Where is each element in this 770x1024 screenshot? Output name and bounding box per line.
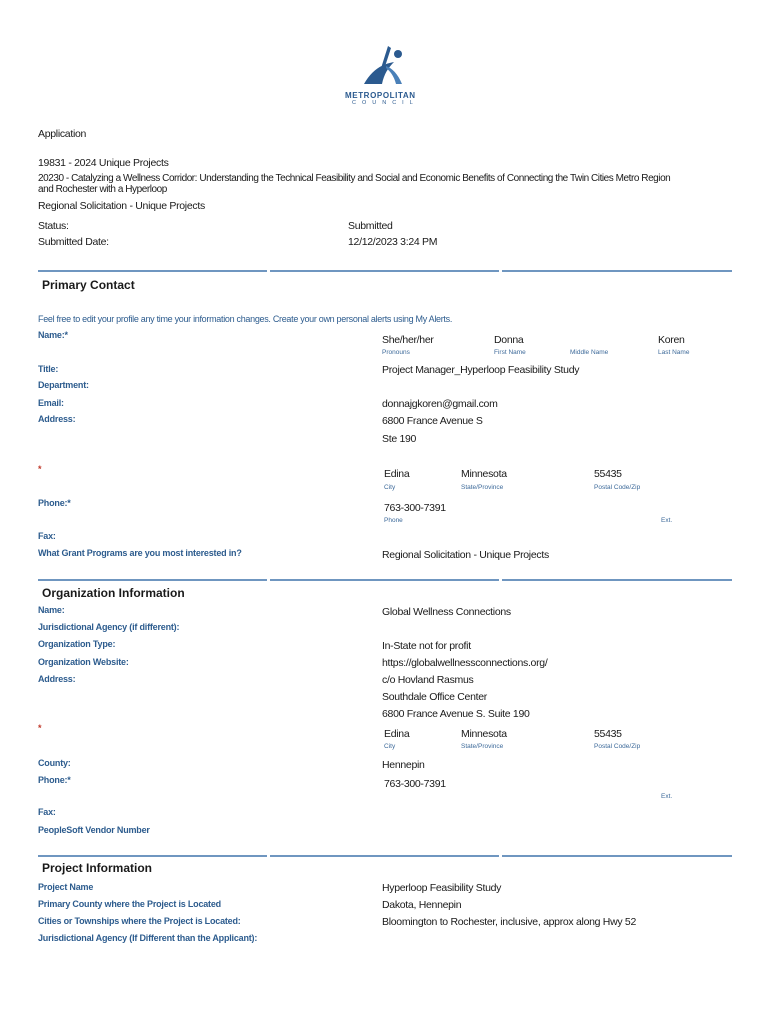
logo-subname: COUNCIL	[352, 100, 419, 106]
pronouns-value: She/her/her	[382, 334, 434, 346]
section-divider	[502, 579, 732, 581]
org-name-label: Name:	[38, 605, 65, 615]
zip-caption: Postal Code/Zip	[594, 484, 641, 491]
section-divider	[502, 270, 732, 272]
org-city-caption: City	[384, 743, 396, 750]
state-value: Minnesota	[461, 468, 507, 480]
county-label: County:	[38, 758, 71, 768]
org-website-value: https://globalwellnessconnections.org/	[382, 657, 548, 669]
last-name-value: Koren	[658, 334, 685, 346]
ext-caption: Ext.	[661, 517, 673, 524]
pronouns-caption: Pronouns	[382, 349, 410, 356]
org-website-label: Organization Website:	[38, 657, 129, 667]
section-divider	[270, 270, 499, 272]
submitted-date-value: 12/12/2023 3:24 PM	[348, 236, 438, 248]
address-label: Address:	[38, 414, 76, 424]
org-type-label: Organization Type:	[38, 639, 116, 649]
phone-value: 763-300-7391	[384, 502, 446, 514]
email-label: Email:	[38, 398, 64, 408]
org-phone-value: 763-300-7391	[384, 778, 446, 790]
organization-heading: Organization Information	[42, 586, 185, 600]
project-title-line1: 20230 - Catalyzing a Wellness Corridor: Understanding the Technical Feasibility and Social and Economic Benefits of Connecting the Twin Cities Metro Region	[38, 173, 671, 184]
org-city-value: Edina	[384, 728, 410, 740]
department-label: Department:	[38, 380, 89, 390]
org-required-asterisk: *	[38, 723, 42, 733]
name-label: Name:*	[38, 330, 68, 340]
last-name-caption: Last Name	[658, 349, 690, 356]
first-name-value: Donna	[494, 334, 524, 346]
org-state-caption: State/Province	[461, 743, 504, 750]
address-line2: Ste 190	[382, 433, 417, 445]
org-jurisdiction-label: Jurisdictional Agency (if different):	[38, 622, 180, 632]
status-label: Status:	[38, 220, 69, 232]
required-asterisk: *	[38, 464, 42, 474]
project-jurisdiction-label: Jurisdictional Agency (If Different than the Applicant):	[38, 933, 258, 943]
grant-programs-label: What Grant Programs are you most interested in?	[38, 548, 242, 558]
status-value: Submitted	[348, 220, 393, 232]
org-zip-caption: Postal Code/Zip	[594, 743, 641, 750]
project-heading: Project Information	[42, 861, 153, 875]
submitted-date-label: Submitted Date:	[38, 236, 109, 248]
application-label: Application	[38, 128, 87, 140]
org-address-line1: c/o Hovland Rasmus	[382, 674, 474, 686]
profile-intro: Feel free to edit your profile any time your information changes. Create your own personal alerts using My Alerts.	[38, 314, 453, 324]
project-name-value: Hyperloop Feasibility Study	[382, 882, 502, 894]
fax-label: Fax:	[38, 531, 56, 541]
project-cities-label: Cities or Townships where the Project is Located:	[38, 916, 241, 926]
section-divider	[270, 855, 499, 857]
email-value: donnajgkoren@gmail.com	[382, 398, 498, 410]
logo-mark-icon	[358, 44, 414, 90]
zip-value: 55435	[594, 468, 622, 480]
org-type-value: In-State not for profit	[382, 640, 471, 652]
org-name-value: Global Wellness Connections	[382, 606, 511, 618]
project-title-line2: and Rochester with a Hyperloop	[38, 184, 167, 195]
city-value: Edina	[384, 468, 410, 480]
middle-name-caption: Middle Name	[570, 349, 609, 356]
org-address-line3: 6800 France Avenue S. Suite 190	[382, 708, 530, 720]
logo-name: METROPOLITAN	[345, 91, 416, 100]
org-address-line2: Southdale Office Center	[382, 691, 487, 703]
section-divider	[38, 579, 267, 581]
title-value: Project Manager_Hyperloop Feasibility Study	[382, 364, 580, 376]
project-county-value: Dakota, Hennepin	[382, 899, 462, 911]
address-line1: 6800 France Avenue S	[382, 415, 483, 427]
phone-caption: Phone	[384, 517, 403, 524]
org-zip-value: 55435	[594, 728, 622, 740]
solicitation-line: Regional Solicitation - Unique Projects	[38, 200, 205, 212]
section-divider	[270, 579, 499, 581]
org-address-label: Address:	[38, 674, 76, 684]
title-label: Title:	[38, 364, 59, 374]
state-caption: State/Province	[461, 484, 504, 491]
primary-contact-heading: Primary Contact	[42, 278, 135, 292]
org-ext-caption: Ext.	[661, 793, 673, 800]
section-divider	[38, 270, 267, 272]
org-phone-label: Phone:*	[38, 775, 71, 785]
county-value: Hennepin	[382, 759, 425, 771]
org-state-value: Minnesota	[461, 728, 507, 740]
project-name-label: Project Name	[38, 882, 94, 892]
city-caption: City	[384, 484, 396, 491]
vendor-number-label: PeopleSoft Vendor Number	[38, 825, 150, 835]
project-county-label: Primary County where the Project is Located	[38, 899, 221, 909]
grant-programs-value: Regional Solicitation - Unique Projects	[382, 549, 549, 561]
program-line: 19831 - 2024 Unique Projects	[38, 157, 169, 169]
org-fax-label: Fax:	[38, 807, 56, 817]
first-name-caption: First Name	[494, 349, 526, 356]
project-cities-value: Bloomington to Rochester, inclusive, approx along Hwy 52	[382, 916, 637, 928]
section-divider	[502, 855, 732, 857]
section-divider	[38, 855, 267, 857]
phone-label: Phone:*	[38, 498, 71, 508]
